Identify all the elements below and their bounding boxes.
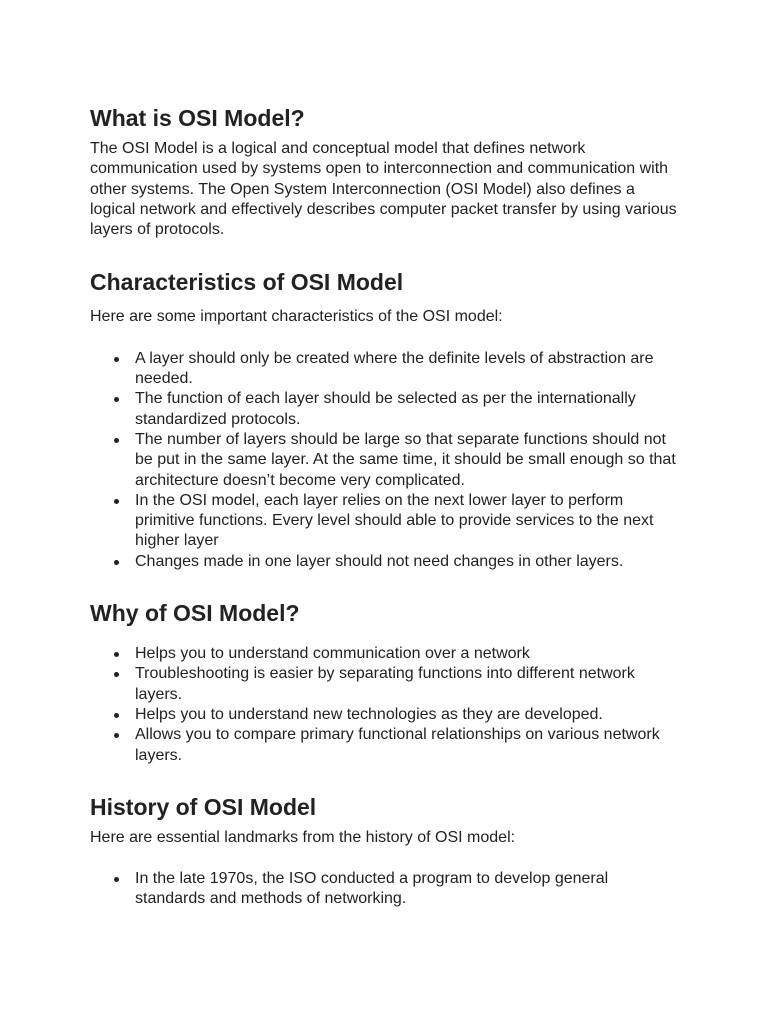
bullet-icon xyxy=(114,652,119,657)
list-item-text: Allows you to compare primary functional relationships on various network layers. xyxy=(135,726,660,764)
section-paragraph-what-is-osi: The OSI Model is a logical and conceptual model that defines network communication used by systems open to interconnection and communication with other systems. The Open System Interconnection (OSI Model) also defines a logical network and effectively describes computer packet transfer by using various layers of protocols. xyxy=(90,140,677,239)
document-page xyxy=(90,103,680,910)
list-item xyxy=(90,664,680,705)
list-item-text: The function of each layer should be selected as per the internationally standardized protocols. xyxy=(135,390,636,428)
bullet-icon xyxy=(114,877,119,882)
list-item xyxy=(90,491,680,552)
list-item-text: Helps you to understand communication over a network xyxy=(135,645,530,663)
list-item-text: Changes made in one layer should not need changes in other layers. xyxy=(135,552,624,570)
list-item xyxy=(90,389,680,430)
list-item-text: In the OSI model, each layer relies on the next lower layer to perform primitive functions. Every level should able to provide services to the next higher layer xyxy=(135,491,654,550)
section-paragraph-history: Here are essential landmarks from the history of OSI model: xyxy=(90,828,516,846)
bullet-icon xyxy=(114,672,119,677)
bullet-icon xyxy=(114,357,119,362)
list-item-text: The number of layers should be large so that separate functions should not be put in the same layer. At the same time, it should be small enough so that architecture doesn’t become very complicated. xyxy=(135,430,676,489)
section-heading-what-is-osi: What is OSI Model? xyxy=(90,105,305,131)
section-heading-why-osi: Why of OSI Model? xyxy=(90,600,300,627)
section-heading-characteristics: Characteristics of OSI Model xyxy=(90,269,404,296)
bullet-icon xyxy=(114,397,119,402)
list-item xyxy=(90,349,680,390)
list-item-text: Helps you to understand new technologies as they are developed. xyxy=(135,705,603,723)
bullet-icon xyxy=(114,733,119,738)
list-item-text: In the late 1970s, the ISO conducted a program to develop general standards and methods of networking. xyxy=(135,870,609,908)
list-item xyxy=(90,725,680,766)
bullet-icon xyxy=(114,499,119,504)
list-item xyxy=(90,644,680,664)
list-item-text: A layer should only be created where the definite levels of abstraction are needed. xyxy=(135,349,654,388)
section-paragraph-characteristics: Here are some important characteristics of the OSI model: xyxy=(90,308,503,326)
bullet-icon xyxy=(114,560,119,565)
why-osi-list xyxy=(90,644,680,766)
characteristics-list xyxy=(90,349,680,572)
list-item-text: Troubleshooting is easier by separating functions into different network layers. xyxy=(135,665,635,703)
history-list xyxy=(90,869,680,910)
list-item xyxy=(90,552,680,572)
bullet-icon xyxy=(114,438,119,443)
section-heading-history: History of OSI Model xyxy=(90,793,317,820)
list-item xyxy=(90,869,680,910)
bullet-icon xyxy=(114,713,119,718)
list-item xyxy=(90,705,680,725)
list-item xyxy=(90,430,680,491)
